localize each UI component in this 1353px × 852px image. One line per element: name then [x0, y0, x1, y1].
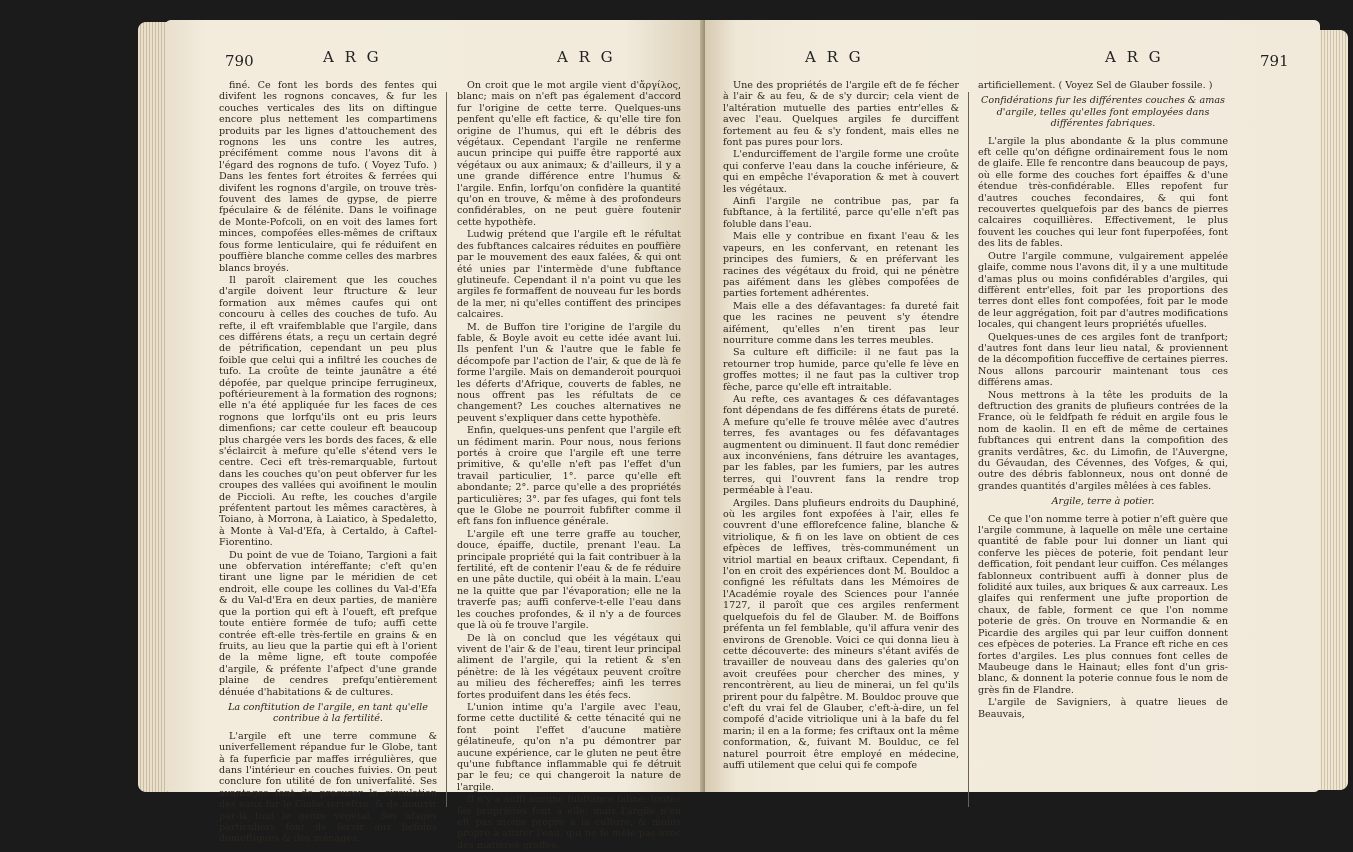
right-page-edges	[1318, 30, 1348, 790]
running-head-left-inner: A R G	[557, 48, 616, 66]
left-page-column-2	[457, 80, 681, 852]
paragraph: Une des propriétés de l'argile eft de fe fécher à l'air & au feu, & de s'y durcir; cela vient de l'altération mutuelle des parties entr'elles & avec l'eau. Quelques argiles fe durciffent fortement au feu & s'y fondent, mais elles ne font pas pures pour lors.	[723, 80, 959, 149]
paragraph: Mais elle a des défavantages: fa dureté fait que les racines ne peuvent s'y étendre aifément, qu'elles n'en tirent pas leur nourriture comme dans les terres meubles.	[723, 300, 959, 346]
paragraph: Ce que l'on nomme terre à potier n'eft guère que l'argile commune, à laquelle on mêle une certaine quantité de fable pour lui donner un liant qui conferve les pièces de poterie, foit pendant leur deffication, foit pendant leur cuiffon. Ces mélanges fablonneux contribuent auffi à donner plus de folidité aux tuiles, aux briques & aux carreaux. Les glaifes qui renferment une jufte proportion de chaux, de fable, forment ce que l'on nomme poterie de grès. On trouve en Normandie & en Picardie des argiles qui par leur cuiffon donnent ces efpèces de poteries. La France eft riche en ces fortes d'argiles. Les plus connues font celles de Maubeuge dans le Hainaut; elles font d'un gris-blanc, & donnent la poterie connue fous le nom de grès fin de Flandre.	[978, 513, 1228, 696]
paragraph: L'union intime qu'a l'argile avec l'eau, forme cette ductilité & cette ténacité qui ne font point l'effet d'aucune matière gélatineufe, qu'on n'a pu démontrer par aucune expérience, car le gluten ne peut être qu'une fubftance inflammable qui fe détruit par le feu; ce qui changeroit la nature de l'argile.	[457, 701, 681, 793]
right-page	[705, 20, 1320, 792]
paragraph: Il paroît clairement que les couches d'argile doivent leur ftructure & leur formation aux mêmes caufes qui ont concouru à celles des couches de tufo. Au refte, il eft vraifemblable que l'argile, dans ces différens états, a reçu un certain degré de pétrification, cependant un peu plus foible que celui qui a infiltré les couches de tufo. La croûte de teinte jaunâtre a été dépofée, par quelque principe ferrugineux, poftérieurement à la formation des rognons; elle n'a été appliquée fur les faces de ces rognons que lorfqu'ils ont eu pris leurs dimenfions; car cette couleur eft beaucoup plus chargée vers les bords des faces, & elle s'éclaircit à mefure qu'elle s'étend vers le centre. Ceci eft très-remarquable, furtout dans les couches qu'on peut obferver fur les croupes des vallées qui avoifinent le moulin de Piccioli. Au refte, les couches d'argile préfentent partout les mêmes caractères, à Toiano, à Morrona, à Laiatico, à Spedaletto, à Monte à Val-d'Efa, à Certaldo, à Caftel-Fiorentino.	[219, 274, 437, 549]
paragraph: Nous mettrons à la tête les produits de la deftruction des granits de plufieurs contrées de la France, où le feldfpath fe réduit en argile fous le nom de kaolin. Il en eft de même de certaines fubftances qui entrent dans la compofition des granits verdâtres, &c. du Limofin, de l'Auvergne, du Gévaudan, des Cévennes, des Vofges, & qui, outre des débris fablonneux, nous ont donné de grandes quantités d'argiles mêlées à ces fables.	[978, 389, 1228, 492]
left-page	[165, 20, 705, 851]
left-page-column-1	[219, 80, 437, 846]
paragraph: L'argile la plus abondante & la plus commune eft celle qu'on défigne ordinairement fous le nom de glaife. Elle fe rencontre dans beaucoup de pays, où elle forme des couches fort épaiffes & d'une étendue très-confidérable. Elles repofent fur d'autres couches fecondaires, & qui font recouvertes quelquefois par des bancs de pierres calcaires coquillières. Effectivement, le plus fouvent les couches qui leur font fuperpofées, font des lits de fables.	[978, 135, 1228, 250]
paragraph: L'argile eft une terre graffe au toucher, douce, épaiffe, ductile, prenant l'eau. La principale propriété qui la fait contribuer à la fertilité, eft de contenir l'eau & de fe réduire en une pâte ductile, qui obéit à la main. L'eau ne la quitte que par l'évaporation; elle ne la traverfe pas; auffi conferve-t-elle l'eau dans les couches profondes, & il n'y a de fources que là où fe trouve l'argile.	[457, 528, 681, 632]
paragraph: Sa culture eft difficile: il ne faut pas la retourner trop humide, parce qu'elle fe lève en groffes mottes; il ne faut pas la cultiver trop fèche, parce qu'elle eft intraitable.	[723, 347, 959, 393]
paragraph: M. de Buffon tire l'origine de l'argile du fable, & Boyle avoit eu cette idée avant lui. Ils penfent l'un & l'autre que le fable fe décompofe par l'action de l'air, & que de là fe forme l'argile. Mais on demanderoit pourquoi les déferts d'Afrique, couverts de fables, ne nous offrent pas les réfultats de ce changement? Les couches alternatives ne peuvent s'expliquer dans cette hypothèfe.	[457, 321, 681, 424]
paragraph: L'argile eft une terre commune & univerfellement répandue fur le Globe, tant à fa fuperficie par maffes irrégulières, que dans l'intérieur en couches fuivies. On peut conclure fon utilité de fon univerfalité. Ses avantages font de procurer la circulation des eaux fur le Globe terreftre, & de nourrir par-là tout le genre végétal. Ses ufages particuliers font de fervir aux befoins domeftiques & des ménages.	[219, 730, 437, 845]
page-number-left: 790	[225, 52, 254, 70]
paragraph: L'endurciffement de l'argile forme une croûte qui conferve l'eau dans la couche inférieure, & qui en empêche l'évaporation & met à couvert les végétaux.	[723, 149, 959, 195]
paragraph: artificiellement. ( Voyez Sel de Glauber fossile. )	[978, 80, 1213, 91]
page-number-right: 791	[1260, 52, 1289, 70]
paragraph: Au refte, ces avantages & ces défavantages font dépendans de fes différens états de pureté. A mefure qu'elle fe trouve mêlée avec d'autres terres, fes avantages ou fes défavantages augmentent ou diminuent. Il faut donc remédier aux inconvéniens, fans détruire les avantages, par les fables, par les fumiers, par les autres terres, qui l'ouvrent fans la rendre trop perméable à l'eau.	[723, 393, 959, 497]
section-heading: Confidérations fur les différentes couches & amas d'argile, telles qu'elles font employées dans différentes fabriques.	[981, 95, 1225, 130]
running-head-right-inner: A R G	[805, 48, 864, 66]
paragraph: Mais elle y contribue en fixant l'eau & les vapeurs, en les confervant, en retenant les principes des fumiers, & en préfervant les racines des végétaux du froid, qui ne pénètre pas aifément dans les glèbes compofées de parties fortement adhérentes.	[723, 231, 959, 300]
paragraph: Argiles. Dans plufieurs endroits du Dauphiné, où les argiles font expofées à l'air, elles fe couvrent d'une efflorefcence faline, blanche & vitriolique, & fi on les lave on obtient de ces efpèces de leffives, très-communément un vitriol martial en beaux criftaux. Cependant, fi l'on en croit des expériences dont M. Bouldoc a configné les réfultats dans les Mémoires de l'Académie royale des Sciences pour l'année 1727, il paroît que ces argiles renferment quelquefois du fel de Glauber. M. de Boiffons préfenta un fel femblable, qu'il affura venir des environs de Grenoble. Voici ce qui donna lieu à cette découverte: des mineurs s'étant avifés de travailler de nouveau dans des galeries qu'on avoit creufées pour chercher des mines, y rencontrèrent, au lieu de minerai, un fel qu'ils prirent pour du falpêtre. M. Bouldoc prouve que c'eft du vrai fel de Glauber, c'eft-à-dire, un fel compofé d'acide vitriolique uni à la bafe du fel marin; il en a la forme; fes criftaux ont la même conformation, &, fuivant M. Boulduc, ce fel naturel pourroit être employé en médecine, auffi utilement que celui qui fe compofe	[723, 497, 959, 771]
paragraph: Ludwig prétend que l'argile eft le réfultat des fubftances calcaires réduites en pouffière par le mouvement des eaux falées, & qui ont été unies par l'intermède d'une fubftance glutineufe. Cependant il n'a point vu que les argiles fe formaffent de nouveau fur les bords de la mer, ni qu'elles contiffent des principes calcaires.	[457, 229, 681, 321]
right-page-column-2	[978, 80, 1228, 721]
paragraph: Enfin, quelques-uns penfent que l'argile eft un fédiment marin. Pour nous, nous ferions portés à croire que l'argile eft une terre primitive, & qu'elle n'eft pas l'effet d'un travail particulier, 1°. parce qu'elle eft abondante; 2°. parce qu'elle a des propriétés particulières; 3°. par fes ufages, qui font tels que le Globe ne pourroit fubfifter comme il eft fans fon influence générale.	[457, 425, 681, 528]
paragraph: finé. Ce font les bords des fentes qui divifent les rognons concaves, & fur les couches verticales des lits on diftingue encore plus nettement les compartimens produits par les lignes d'attouchement des rognons les uns contre les autres, précifément comme nous l'avons dit à l'égard des rognons de tufo. ( Voyez Tufo. ) Dans les fentes fort étroites & ferrées qui divifent les rognons d'argile, on trouve très-fouvent des lames de gypse, de pierre fpéculaire & de félénite. Dans le voifinage de Monte-Pofcoli, on en voit des lames fort minces, compofées elles-mêmes de criftaux fous forme lenticulaire, qui fe réduifent en pouffière blanche comme celles des marbres blancs broyés.	[219, 80, 437, 274]
paragraph: Outre l'argile commune, vulgairement appelée glaife, comme nous l'avons dit, il y a une multitude d'amas plus ou moins confidérables d'argiles, qui diffèrent entr'elles, foit par les proportions des terres dont elles font compofées, foit par le mode de leur aggrégation, foit par d'autres modifications locales, qui changent leurs propriétés ufuelles.	[978, 250, 1228, 331]
paragraph: On croit que le mot argile vient d'ἄργίλος, blanc; mais on n'eft pas également d'accord fur l'origine de cette terre. Quelques-uns penfent qu'elle eft factice, & qu'elle tire fon origine de l'humus, qui eft le débris des végétaux. Cependant l'argile ne renferme aucun principe qui puiffe être rapporté aux végétaux ou aux animaux; & d'ailleurs, il y a une grande différence entre l'humus & l'argile. Enfin, lorfqu'on confidère la quantité qu'on en trouve, & même à des profondeurs confidérables, on ne peut guère foutenir cette hypothèfe.	[457, 80, 681, 228]
section-heading: Argile, terre à potier.	[1051, 496, 1155, 508]
paragraph: Il n'y a auffi aucune fubftance faline: toutes fes propriétés font à elle; mais l'argile n'en eft pas moins propre à la culture, & moins propre à attirer l'eau, qui ne fe mêle pas avec des matières graffes.	[457, 794, 681, 851]
paragraph: Ainfi l'argile ne contribue pas, par fa fubftance, à la fertilité, parce qu'elle n'eft pas foluble dans l'eau.	[723, 196, 959, 230]
right-page-column-1	[723, 80, 959, 772]
section-heading: La conftitution de l'argile, en tant qu'elle contribue à la fertilité.	[228, 701, 428, 725]
paragraph: De là on conclud que les végétaux qui vivent de l'air & de l'eau, tirent leur principal aliment de l'argile, qui la retient & s'en pénètre: de là les végétaux peuvent croître au milieu des féchereffes; ainfi les terres fortes produifent dans les étés fecs.	[457, 632, 681, 701]
column-rule	[446, 92, 447, 807]
running-head-right-outer: A R G	[1105, 48, 1164, 66]
running-head-left-outer: A R G	[323, 48, 382, 66]
column-rule	[968, 92, 969, 807]
paragraph: Quelques-unes de ces argiles font de tranfport; d'autres font dans leur lieu natal, & proviennent de la décompofition fucceffive de certaines pierres. Nous allons parcourir maintenant tous ces différens amas.	[978, 331, 1228, 389]
paragraph: L'argile de Savigniers, à quatre lieues de Beauvais,	[978, 697, 1228, 720]
paragraph: Du point de vue de Toiano, Targioni a fait une obfervation intéreffante; c'eft qu'en tirant une ligne par le méridien de cet endroit, elle coupe les collines du Val-d'Efa & du Val-d'Era en deux parties, de manière que la portion qui eft à l'oueft, eft prefque toute entière formée de tufo; auffi cette contrée eft-elle très-fertile en grains & en fruits, au lieu que la partie qui eft à l'orient de la même ligne, eft toute compofée d'argile, & préfente l'afpect d'une grande plaine de cendres prefqu'entièrement dénuée d'habitations & de cultures.	[219, 549, 437, 698]
